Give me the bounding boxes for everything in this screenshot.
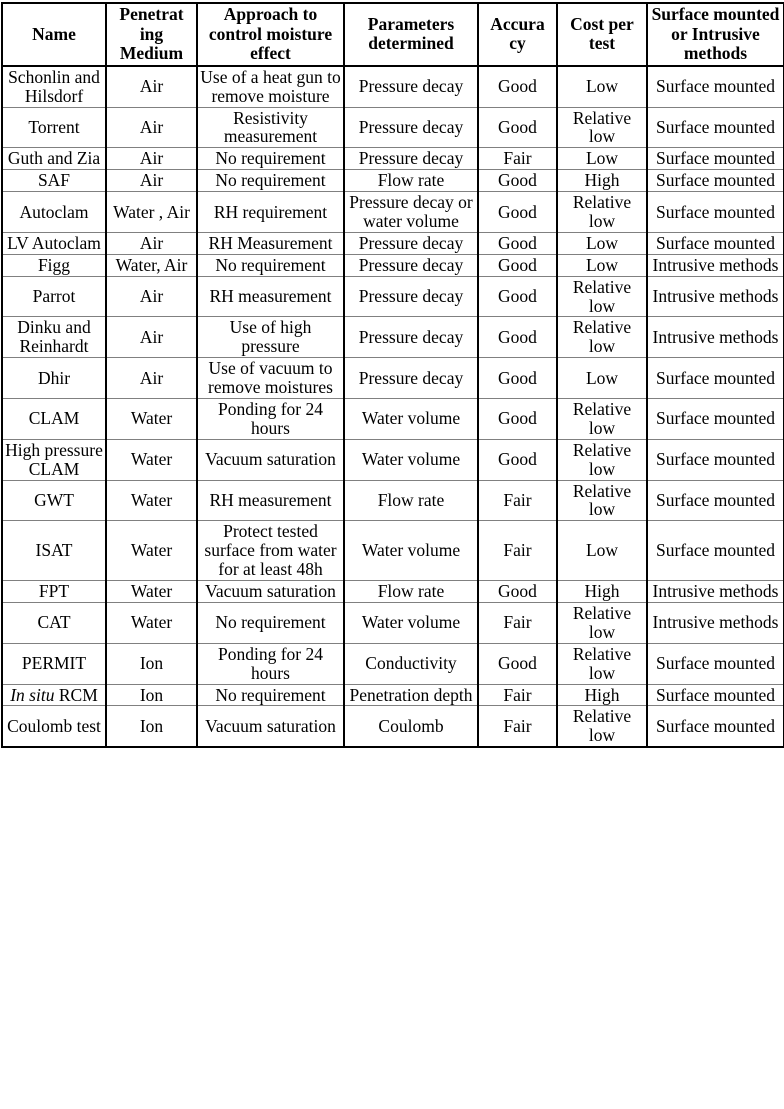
cell-accuracy: Fair xyxy=(478,521,557,581)
cell-approach: RH requirement xyxy=(197,192,344,233)
cell-approach: No requirement xyxy=(197,684,344,706)
cell-parameters: Flow rate xyxy=(344,170,478,192)
table-row xyxy=(2,66,784,107)
cell-mounting: Surface mounted xyxy=(647,107,784,148)
cell-cost: Relative low xyxy=(557,643,647,684)
table-row xyxy=(2,107,784,148)
cell-approach: Resistivity measurement xyxy=(197,107,344,148)
cell-accuracy: Fair xyxy=(478,684,557,706)
cell-accuracy: Good xyxy=(478,254,557,276)
cell-cost: Relative low xyxy=(557,107,647,148)
cell-penetrating-medium: Water , Air xyxy=(106,192,197,233)
cell-name: FPT xyxy=(2,581,106,603)
cell-name: Dhir xyxy=(2,358,106,399)
cell-penetrating-medium: Water xyxy=(106,581,197,603)
table-row xyxy=(2,581,784,603)
cell-mounting: Surface mounted xyxy=(647,521,784,581)
cell-accuracy: Good xyxy=(478,232,557,254)
cell-approach: RH measurement xyxy=(197,276,344,317)
cell-mounting: Surface mounted xyxy=(647,232,784,254)
cell-penetrating-medium: Ion xyxy=(106,684,197,706)
cell-parameters: Pressure decay xyxy=(344,148,478,170)
table-row xyxy=(2,170,784,192)
cell-penetrating-medium: Air xyxy=(106,66,197,107)
cell-approach: Ponding for 24 hours xyxy=(197,399,344,440)
cell-accuracy: Good xyxy=(478,170,557,192)
cell-cost: Relative low xyxy=(557,439,647,480)
cell-accuracy: Good xyxy=(478,581,557,603)
cell-accuracy: Good xyxy=(478,399,557,440)
column-header-name: Name xyxy=(2,3,106,66)
cell-cost: Low xyxy=(557,358,647,399)
cell-cost: Relative low xyxy=(557,317,647,358)
cell-mounting: Intrusive methods xyxy=(647,581,784,603)
cell-cost: Relative low xyxy=(557,706,647,747)
cell-approach: No requirement xyxy=(197,602,344,643)
cell-mounting: Surface mounted xyxy=(647,399,784,440)
cell-name xyxy=(2,684,106,706)
cell-name: PERMIT xyxy=(2,643,106,684)
cell-approach: RH measurement xyxy=(197,480,344,521)
cell-mounting: Surface mounted xyxy=(647,706,784,747)
cell-mounting: Surface mounted xyxy=(647,358,784,399)
table-row xyxy=(2,254,784,276)
cell-name: LV Autoclam xyxy=(2,232,106,254)
column-header-parameters: Parameters determined xyxy=(344,3,478,66)
cell-parameters: Penetration depth xyxy=(344,684,478,706)
column-header-cost: Cost per test xyxy=(557,3,647,66)
table-row xyxy=(2,148,784,170)
cell-cost: High xyxy=(557,170,647,192)
cell-mounting: Intrusive methods xyxy=(647,602,784,643)
cell-parameters: Pressure decay xyxy=(344,254,478,276)
cell-penetrating-medium: Air xyxy=(106,148,197,170)
column-header-mounting: Surface mounted or Intrusive methods xyxy=(647,3,784,66)
cell-accuracy: Good xyxy=(478,107,557,148)
cell-name: GWT xyxy=(2,480,106,521)
cell-penetrating-medium: Water xyxy=(106,439,197,480)
cell-parameters: Pressure decay xyxy=(344,232,478,254)
cell-mounting: Surface mounted xyxy=(647,170,784,192)
cell-penetrating-medium: Water, Air xyxy=(106,254,197,276)
cell-approach: No requirement xyxy=(197,170,344,192)
cell-name: Parrot xyxy=(2,276,106,317)
cell-penetrating-medium: Ion xyxy=(106,643,197,684)
cell-approach: RH Measurement xyxy=(197,232,344,254)
column-header-approach: Approach to control moisture effect xyxy=(197,3,344,66)
table-row xyxy=(2,706,784,747)
column-header-penetrating-medium: Penetrat ing Medium xyxy=(106,3,197,66)
cell-mounting: Intrusive methods xyxy=(647,276,784,317)
cell-cost: Relative low xyxy=(557,399,647,440)
cell-cost: High xyxy=(557,581,647,603)
table-row xyxy=(2,358,784,399)
cell-approach: Use of high pressure xyxy=(197,317,344,358)
cell-accuracy: Good xyxy=(478,643,557,684)
cell-parameters: Water volume xyxy=(344,439,478,480)
cell-parameters: Pressure decay xyxy=(344,276,478,317)
table-row xyxy=(2,480,784,521)
cell-accuracy: Fair xyxy=(478,706,557,747)
cell-mounting: Surface mounted xyxy=(647,439,784,480)
cell-cost: Relative low xyxy=(557,276,647,317)
cell-approach: Ponding for 24 hours xyxy=(197,643,344,684)
cell-mounting: Surface mounted xyxy=(647,66,784,107)
cell-accuracy: Good xyxy=(478,276,557,317)
cell-parameters: Conductivity xyxy=(344,643,478,684)
cell-accuracy: Good xyxy=(478,358,557,399)
cell-cost: Low xyxy=(557,254,647,276)
cell-parameters: Pressure decay xyxy=(344,358,478,399)
cell-penetrating-medium: Air xyxy=(106,276,197,317)
cell-name-italic-part: In situ xyxy=(10,684,55,705)
cell-name: Figg xyxy=(2,254,106,276)
cell-penetrating-medium: Water xyxy=(106,480,197,521)
cell-parameters: Water volume xyxy=(344,399,478,440)
cell-penetrating-medium: Air xyxy=(106,317,197,358)
cell-approach: No requirement xyxy=(197,148,344,170)
cell-name: CLAM xyxy=(2,399,106,440)
cell-penetrating-medium: Water xyxy=(106,602,197,643)
cell-mounting: Surface mounted xyxy=(647,148,784,170)
cell-mounting: Surface mounted xyxy=(647,684,784,706)
cell-penetrating-medium: Water xyxy=(106,399,197,440)
cell-name: Dinku and Reinhardt xyxy=(2,317,106,358)
table-row xyxy=(2,317,784,358)
cell-cost: Low xyxy=(557,66,647,107)
cell-penetrating-medium: Air xyxy=(106,358,197,399)
cell-accuracy: Good xyxy=(478,317,557,358)
cell-mounting: Intrusive methods xyxy=(647,254,784,276)
table-row xyxy=(2,643,784,684)
cell-name: Autoclam xyxy=(2,192,106,233)
cell-approach: Use of vacuum to remove moistures xyxy=(197,358,344,399)
table-row xyxy=(2,684,784,706)
cell-penetrating-medium: Air xyxy=(106,107,197,148)
cell-cost: Low xyxy=(557,232,647,254)
cell-accuracy: Fair xyxy=(478,148,557,170)
table-row xyxy=(2,439,784,480)
cell-name: Schonlin and Hilsdorf xyxy=(2,66,106,107)
comparison-table xyxy=(1,2,784,748)
cell-cost: Low xyxy=(557,521,647,581)
table-row xyxy=(2,232,784,254)
table-row xyxy=(2,521,784,581)
table-body xyxy=(2,66,784,747)
cell-approach: Vacuum saturation xyxy=(197,439,344,480)
cell-penetrating-medium: Water xyxy=(106,521,197,581)
cell-approach: Vacuum saturation xyxy=(197,706,344,747)
cell-parameters: Flow rate xyxy=(344,581,478,603)
cell-accuracy: Fair xyxy=(478,480,557,521)
cell-name: Guth and Zia xyxy=(2,148,106,170)
cell-cost: Relative low xyxy=(557,602,647,643)
table-row xyxy=(2,192,784,233)
cell-mounting: Intrusive methods xyxy=(647,317,784,358)
cell-name: ISAT xyxy=(2,521,106,581)
cell-mounting: Surface mounted xyxy=(647,643,784,684)
cell-mounting: Surface mounted xyxy=(647,192,784,233)
cell-mounting: Surface mounted xyxy=(647,480,784,521)
cell-parameters: Water volume xyxy=(344,602,478,643)
cell-name: Torrent xyxy=(2,107,106,148)
cell-parameters: Water volume xyxy=(344,521,478,581)
cell-parameters: Coulomb xyxy=(344,706,478,747)
cell-cost: Relative low xyxy=(557,192,647,233)
cell-name: Coulomb test xyxy=(2,706,106,747)
table-row xyxy=(2,602,784,643)
cell-parameters: Pressure decay xyxy=(344,107,478,148)
cell-approach: Use of a heat gun to remove moisture xyxy=(197,66,344,107)
cell-penetrating-medium: Air xyxy=(106,170,197,192)
cell-name: SAF xyxy=(2,170,106,192)
table-row xyxy=(2,399,784,440)
cell-parameters: Pressure decay xyxy=(344,66,478,107)
cell-accuracy: Good xyxy=(478,66,557,107)
cell-cost: Low xyxy=(557,148,647,170)
cell-parameters: Pressure decay xyxy=(344,317,478,358)
column-header-accuracy: Accura cy xyxy=(478,3,557,66)
cell-penetrating-medium: Ion xyxy=(106,706,197,747)
table-header xyxy=(2,3,784,66)
cell-approach: No requirement xyxy=(197,254,344,276)
cell-accuracy: Fair xyxy=(478,602,557,643)
header-row xyxy=(2,3,784,66)
cell-name: CAT xyxy=(2,602,106,643)
cell-accuracy: Good xyxy=(478,439,557,480)
cell-cost: Relative low xyxy=(557,480,647,521)
cell-name: High pressure CLAM xyxy=(2,439,106,480)
cell-parameters: Flow rate xyxy=(344,480,478,521)
cell-parameters: Pressure decay or water volume xyxy=(344,192,478,233)
table-row xyxy=(2,276,784,317)
cell-name-plain-part: RCM xyxy=(54,684,98,705)
cell-penetrating-medium: Air xyxy=(106,232,197,254)
cell-approach: Vacuum saturation xyxy=(197,581,344,603)
cell-cost: High xyxy=(557,684,647,706)
cell-accuracy: Good xyxy=(478,192,557,233)
cell-approach: Protect tested surface from water for at least 48h xyxy=(197,521,344,581)
